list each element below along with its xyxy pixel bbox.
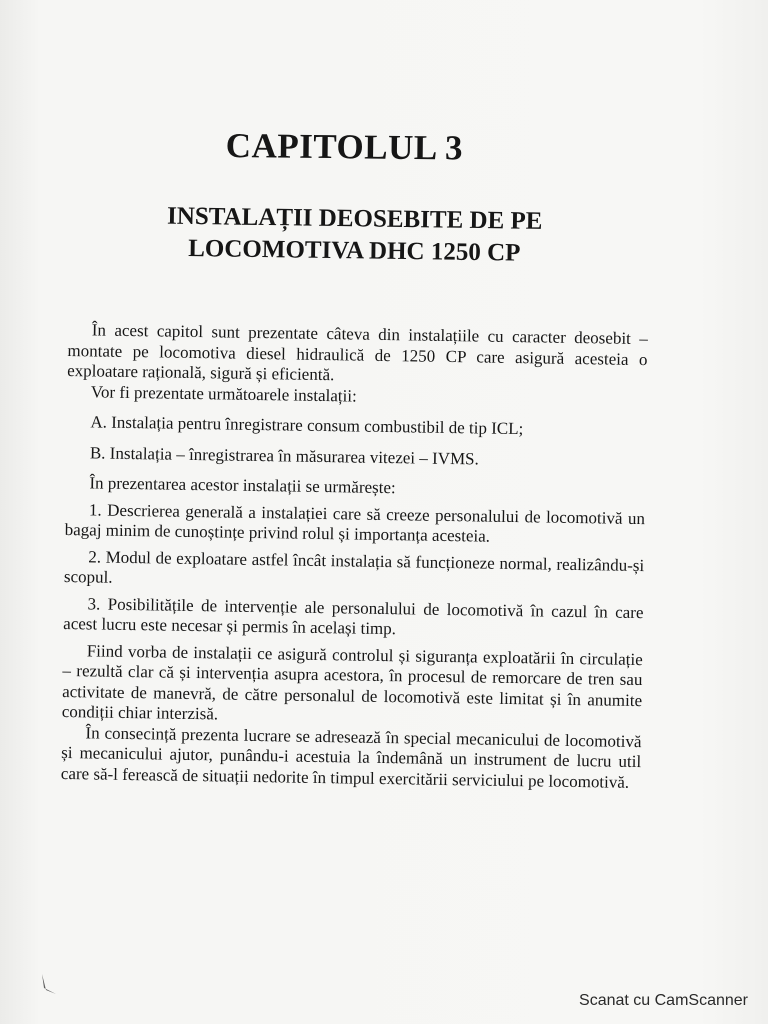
chapter-subtitle-line-1: INSTALAȚII DEOSEBITE DE PE (166, 202, 543, 235)
paragraph-safety: Fiind vorba de instalații ce asigură controlul și siguranța exploatării în circulație – rezultă clar că și intervenția asupra acestora, în procesul de remorcare de tren sau activitate de manevră, de către personalul de locomotivă este limitat și în anumite condiții chiar interzisă. (61, 640, 643, 724)
camscanner-watermark: Scanat cu CamScanner (579, 992, 748, 1009)
page-corner-mark-icon (40, 972, 58, 996)
chapter-title: CAPITOLUL 3 (225, 126, 464, 168)
chapter-subtitle (119, 200, 590, 271)
body-text (61, 320, 648, 793)
paragraph-goals-intro: În prezentarea acestor instalații se urmărește: (89, 473, 396, 498)
paragraph-list-intro: Vor fi prezentate următoarele instalații: (90, 381, 357, 406)
paragraph-goal-3: 3. Posibilitățile de intervenție ale personalului de locomotivă în cazul în care acest lucru este necesar și permis în același timp. (63, 593, 644, 639)
chapter-subtitle-line-2: LOCOMOTIVA DHC 1250 CP (188, 234, 521, 267)
paragraph-intro: În acest capitol sunt prezentate câteva din instalațiile cu caracter deosebit – montate pe locomotiva diesel hidraulică de 1250 CP care asigură acesteia o exploatare rațională, sigură și eficientă. (67, 320, 648, 385)
paragraph-item-a: A. Instalația pentru înregistrare consum combustibil de tip ICL; (90, 412, 524, 439)
paragraph-conclusion: În consecință prezenta lucrare se adresează în special mecanicului de locomotivă și mecanicului ajutor, punându-i acestuia la îndemână un instrument de lucru util care să-l ferească de situații nedorite în timpul exercitării serviciului pe locomotivă. (60, 722, 642, 792)
paragraph-goal-2: 2. Modul de exploatare astfel încât instalația să funcționeze normal, realizându-și scopul. (63, 546, 645, 587)
paragraph-goal-1: 1. Descrierea generală a instalației care să creeze personalului de locomotivă un bagaj minim de cunoștințe privind rolul și importanța acesteia. (64, 499, 646, 546)
paragraph-item-b: B. Instalația – înregistrarea în măsurarea vitezei – IVMS. (89, 442, 480, 468)
